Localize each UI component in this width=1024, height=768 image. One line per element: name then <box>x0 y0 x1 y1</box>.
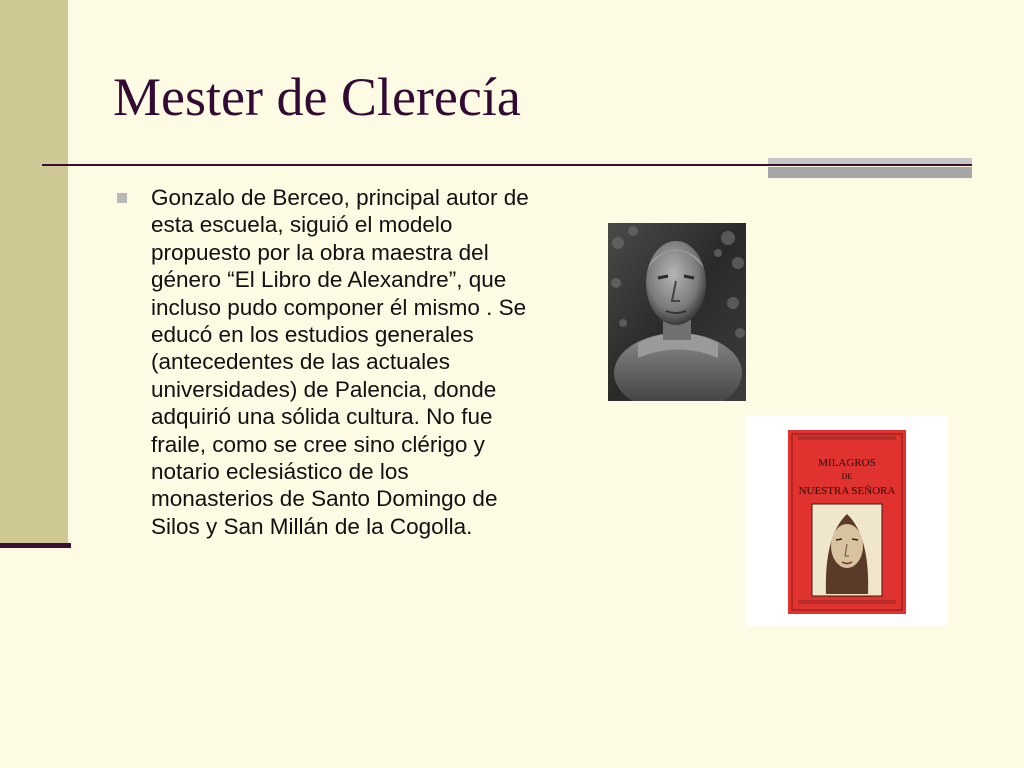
left-accent-band <box>0 0 68 545</box>
stone-bust-photo-icon <box>608 223 746 401</box>
book-cover-title-line2: DE <box>841 472 853 481</box>
left-band-rule <box>0 543 71 548</box>
book-cover-title-line3: NUESTRA SEÑORA <box>798 485 896 497</box>
bullet-text: Gonzalo de Berceo, principal autor de esta escuela, siguió el modelo propuesto por la obra maestra del género “El Libro de Alexandre”, que incluso pudo componer él mismo . Se educó en los estudios generales (antecedentes de las actuales universidades) de Palencia, donde adquirió una sólida cultura. No fue fraile, como se cree sino clérigo y notario eclesiástico de los monasterios de Santo Domingo de Silos y San Millán de la Cogolla. <box>151 185 529 539</box>
slide-title: Mester de Clerecía <box>113 67 521 127</box>
gray-accent-bar <box>768 158 972 178</box>
book-cover-title-line1: MILAGROS <box>818 457 876 469</box>
bullet-square-icon <box>117 193 127 203</box>
book-cover-icon <box>746 416 948 626</box>
